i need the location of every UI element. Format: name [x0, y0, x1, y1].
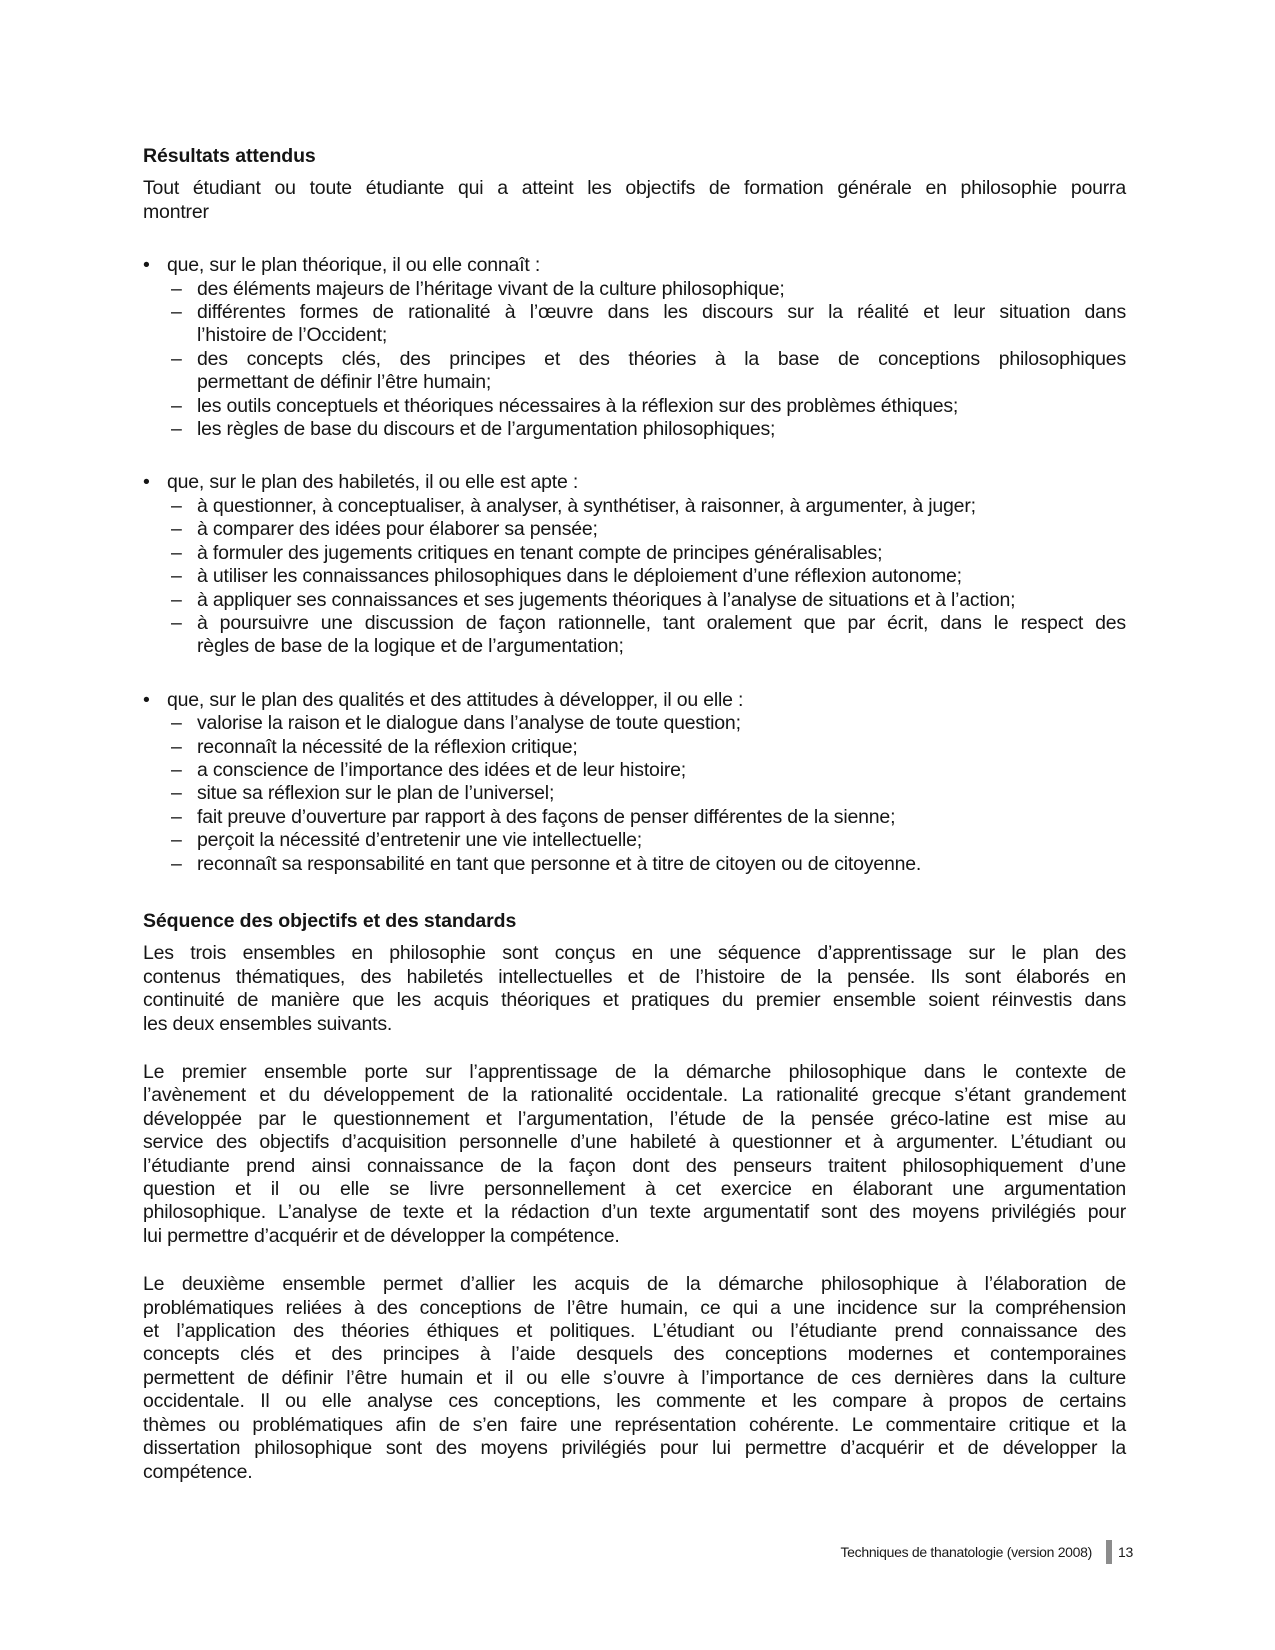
dash-icon: –	[171, 611, 182, 634]
bullet-header-row	[143, 254, 1126, 277]
list-item-line: des éléments majeurs de l’héritage vivant de la culture philosophique;	[197, 277, 785, 300]
dash-icon: –	[171, 494, 182, 517]
page-number: 13	[1118, 1544, 1133, 1560]
list-item-line: à comparer des idées pour élaborer sa pensée;	[197, 518, 598, 541]
list-item	[143, 542, 1126, 565]
list-item-line: règles de base de la logique et de l’argumentation;	[197, 635, 624, 658]
paragraph-line: compétence.	[143, 1460, 253, 1483]
list-item-lines	[197, 829, 1126, 852]
bullet-header-row	[143, 689, 1126, 712]
list-item	[143, 301, 1126, 348]
list-item-line: à appliquer ses connaissances et ses jugements théoriques à l’analyse de situations et à l’action;	[197, 588, 1016, 611]
list-item-line: des concepts clés, des principes et des théories à la base de conceptions philosophiques	[197, 347, 1126, 370]
dash-icon: –	[171, 347, 182, 370]
paragraph-line: l’avènement et du développement de la rationalité occidentale. La rationalité grecque s’étant grandement	[143, 1084, 1126, 1107]
list-item-line: perçoit la nécessité d’entretenir une vie intellectuelle;	[197, 829, 642, 852]
list-item-lines	[197, 736, 1126, 759]
list-item-lines	[197, 712, 1126, 735]
list-item-line: situe sa réflexion sur le plan de l’universel;	[197, 782, 555, 805]
dash-icon: –	[171, 712, 182, 735]
bullet-group	[143, 689, 1126, 876]
paragraph-line: service des objectifs d’acquisition personnelle d’une habileté à questionner et à argumenter. L’étudiant ou	[143, 1131, 1126, 1154]
list-item	[143, 395, 1126, 418]
list-item	[143, 589, 1126, 612]
paragraph-line: contenus thématiques, des habiletés intellectuelles et de l’histoire de la pensée. Ils sont élaborés en	[143, 965, 1126, 988]
dash-icon: –	[171, 758, 182, 781]
paragraph-line: développée par le questionnement et l’argumentation, l’étude de la pensée gréco-latine est mise au	[143, 1107, 1126, 1130]
bullet-icon: •	[143, 471, 150, 494]
paragraph-line: philosophique. L’analyse de texte et la rédaction d’un texte argumentatif sont des moyens privilégiés pour	[143, 1201, 1126, 1224]
list-item	[143, 712, 1126, 735]
list-item	[143, 518, 1126, 541]
paragraph-line: les deux ensembles suivants.	[143, 1012, 393, 1035]
list-item-line: à formuler des jugements critiques en tenant compte de principes généralisables;	[197, 541, 883, 564]
paragraph	[143, 1273, 1126, 1484]
footer-label: Techniques de thanatologie (version 2008)	[840, 1544, 1093, 1560]
list-item-lines	[197, 612, 1126, 659]
list-item-lines	[197, 806, 1126, 829]
list-item-line: à utiliser les connaissances philosophiques dans le déploiement d’une réflexion autonome;	[197, 565, 962, 588]
list-item-line: les outils conceptuels et théoriques nécessaires à la réflexion sur des problèmes éthiques;	[197, 394, 959, 417]
list-item	[143, 565, 1126, 588]
dash-icon: –	[171, 277, 182, 300]
list-item-line: permettant de définir l’être humain;	[197, 371, 492, 394]
paragraph-line: Le premier ensemble porte sur l’apprentissage de la démarche philosophique dans le contexte de	[143, 1061, 1126, 1083]
bullet-header: que, sur le plan des habiletés, il ou elle est apte :	[167, 471, 579, 494]
list-item-line: fait preuve d’ouverture par rapport à des façons de penser différentes de la sienne;	[197, 805, 896, 828]
dash-icon: –	[171, 394, 182, 417]
list-item-lines	[197, 518, 1126, 541]
paragraph-line: occidentale. Il ou elle analyse ces conceptions, les commente et les compare à propos de certains	[143, 1390, 1126, 1413]
list-item-lines	[197, 495, 1126, 518]
paragraph-line: thèmes ou problématiques afin de s’en faire une représentation cohérente. Le commentaire critique et la	[143, 1413, 1126, 1436]
list-item-line: les règles de base du discours et de l’argumentation philosophiques;	[197, 418, 776, 441]
dash-icon: –	[171, 301, 182, 324]
list-item-lines	[197, 542, 1126, 565]
paragraph	[143, 1061, 1126, 1248]
dash-icon: –	[171, 852, 182, 875]
section-heading: Résultats attendus	[143, 145, 316, 167]
list-item-lines	[197, 565, 1126, 588]
footer-divider	[1106, 1540, 1112, 1564]
dash-icon: –	[171, 782, 182, 805]
dash-icon: –	[171, 418, 182, 441]
list-item-lines	[197, 759, 1126, 782]
list-item-lines	[197, 348, 1126, 395]
footer	[0, 1540, 1133, 1564]
list-item	[143, 736, 1126, 759]
paragraph	[143, 942, 1126, 1036]
paragraph-line: montrer	[143, 200, 209, 223]
paragraph-line: continuité de manière que les acquis théoriques et pratiques du premier ensemble soient réinvestis dans	[143, 989, 1126, 1012]
bullet-group	[143, 471, 1126, 658]
list-item-lines	[197, 589, 1126, 612]
paragraph-line: Tout étudiant ou toute étudiante qui a atteint les objectifs de formation générale en philosophie pourra	[143, 177, 1126, 200]
list-item-line: reconnaît sa responsabilité en tant que personne et à titre de citoyen ou de citoyenne.	[197, 852, 922, 875]
dash-icon: –	[171, 829, 182, 852]
list-item	[143, 759, 1126, 782]
list-item-lines	[197, 782, 1126, 805]
paragraph	[143, 177, 1126, 224]
list-item-line: à questionner, à conceptualiser, à analyser, à synthétiser, à raisonner, à argumenter, à juger;	[197, 494, 976, 517]
paragraph-line: dissertation philosophique sont des moyens privilégiés pour lui permettre d’acquérir et de développer la	[143, 1437, 1126, 1460]
bullet-icon: •	[143, 688, 150, 711]
dash-icon: –	[171, 565, 182, 588]
bullet-group	[143, 254, 1126, 441]
bullet-icon: •	[143, 254, 150, 277]
dash-icon: –	[171, 735, 182, 758]
list-item	[143, 806, 1126, 829]
dash-icon: –	[171, 518, 182, 541]
section-heading: Séquence des objectifs et des standards	[143, 909, 517, 932]
paragraph-line: problématiques reliées à des conceptions de l’être humain, ce qui a une incidence sur la compréhension	[143, 1296, 1126, 1319]
paragraph-line: permettent de définir l’être humain et il ou elle s’ouvre à l’importance de ces dernières dans la culture	[143, 1366, 1126, 1389]
list-item	[143, 348, 1126, 395]
list-item	[143, 782, 1126, 805]
list-item-line: différentes formes de rationalité à l’œuvre dans les discours sur la réalité et leur situation dans	[197, 301, 1126, 324]
paragraph-line: Le deuxième ensemble permet d’allier les acquis de la démarche philosophique à l’élaboration de	[143, 1273, 1126, 1296]
dash-icon: –	[171, 541, 182, 564]
bullet-header: que, sur le plan théorique, il ou elle connaît :	[167, 254, 541, 277]
list-item-line: à poursuivre une discussion de façon rationnelle, tant oralement que par écrit, dans le respect des	[197, 611, 1126, 634]
list-item-lines	[197, 395, 1126, 418]
dash-icon: –	[171, 588, 182, 611]
list-item-line: l’histoire de l’Occident;	[197, 324, 388, 347]
list-item	[143, 612, 1126, 659]
list-item-line: a conscience de l’importance des idées et de leur histoire;	[197, 758, 686, 781]
list-item-lines	[197, 278, 1126, 301]
paragraph-line: concepts clés et des principes à l’aide desquels des conceptions modernes et contemporaines	[143, 1343, 1126, 1366]
paragraph-line: et l’application des théories éthiques et politiques. L’étudiant ou l’étudiante prend connaissance des	[143, 1320, 1126, 1343]
list-item-line: valorise la raison et le dialogue dans l’analyse de toute question;	[197, 712, 741, 735]
paragraph-line: lui permettre d’acquérir et de développer la compétence.	[143, 1224, 620, 1247]
paragraph-line: Les trois ensembles en philosophie sont conçus en une séquence d’apprentissage sur le plan des	[143, 942, 1126, 965]
list-item-lines	[197, 853, 1126, 876]
list-item-lines	[197, 301, 1126, 348]
bullet-header-row	[143, 471, 1126, 494]
paragraph-line: l’étudiante prend ainsi connaissance de la façon dont des penseurs traitent philosophiquement d’une	[143, 1154, 1126, 1177]
list-item	[143, 829, 1126, 852]
list-item-line: reconnaît la nécessité de la réflexion critique;	[197, 735, 578, 758]
dash-icon: –	[171, 805, 182, 828]
list-item	[143, 853, 1126, 876]
list-item	[143, 418, 1126, 441]
list-item	[143, 278, 1126, 301]
bullet-header: que, sur le plan des qualités et des attitudes à développer, il ou elle :	[167, 688, 744, 711]
document-body	[143, 145, 1126, 1484]
list-item	[143, 495, 1126, 518]
list-item-lines	[197, 418, 1126, 441]
paragraph-line: question et il ou elle se livre personnellement à cet exercice en élaborant une argumentation	[143, 1178, 1126, 1201]
